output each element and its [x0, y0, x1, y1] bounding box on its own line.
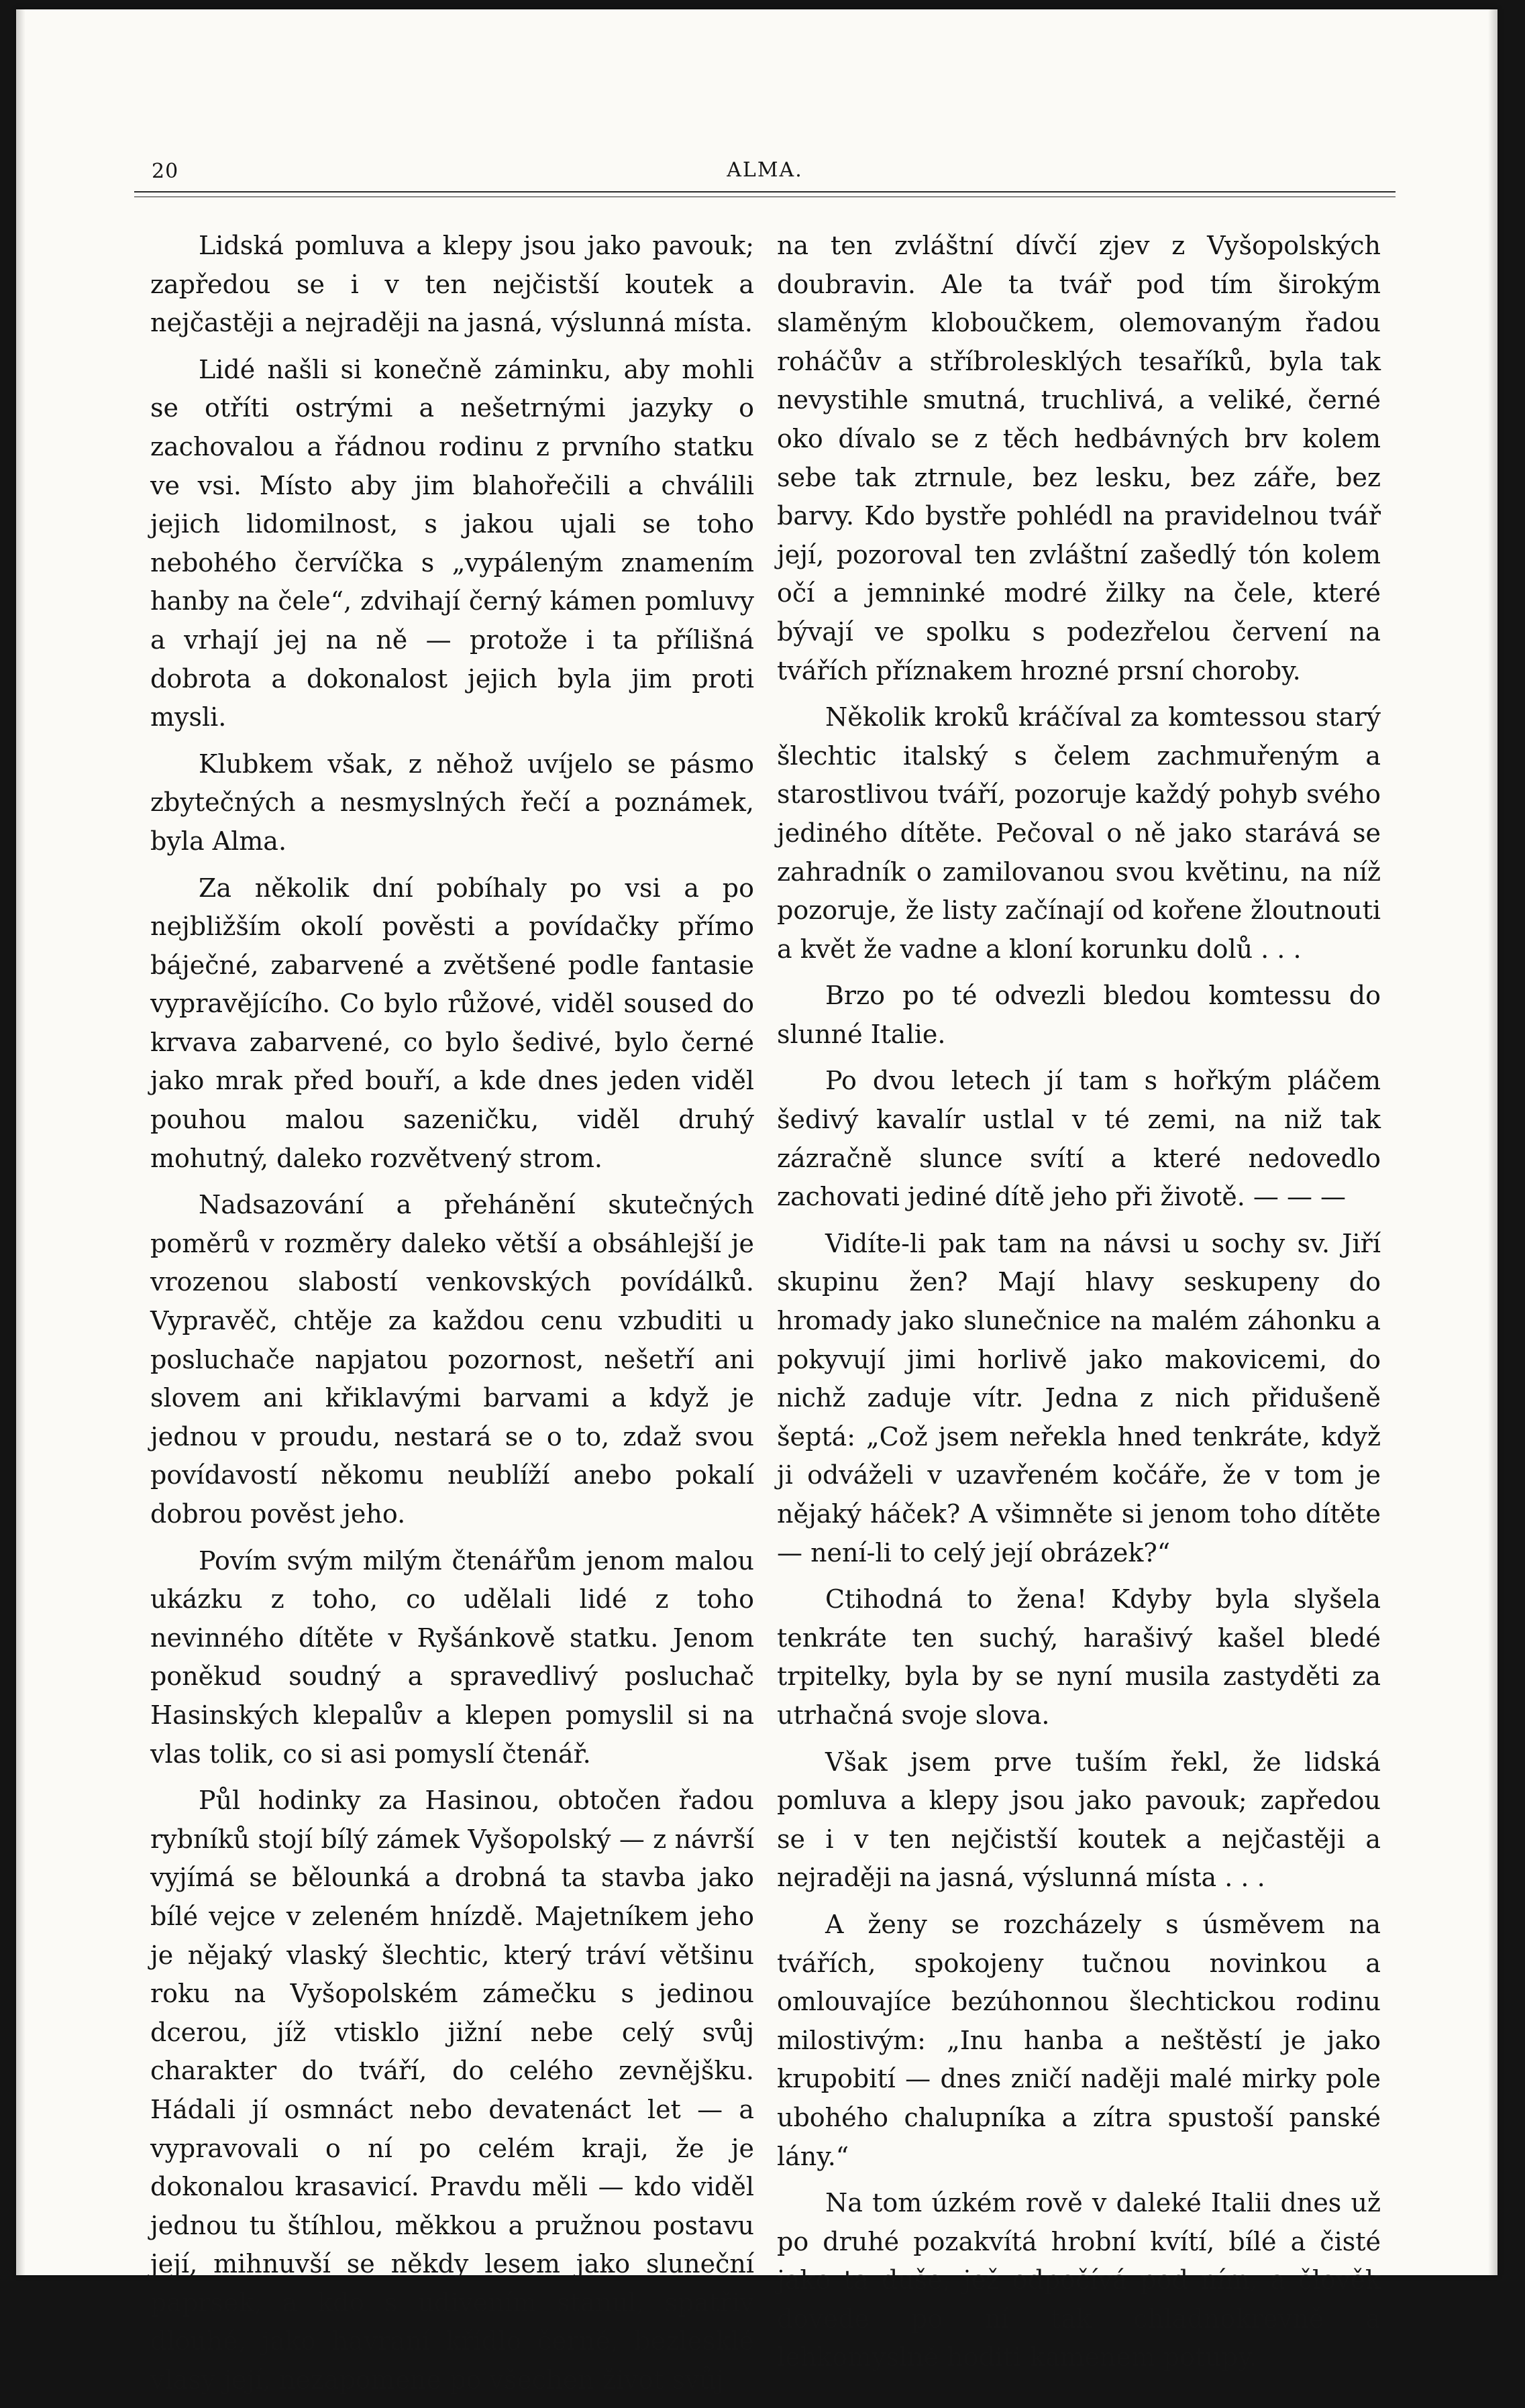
paragraph-continued: na ten zvláštní dívčí zjev z Vyšopolských doubravin. Ale ta tvář pod tím širokým slaměným kloboučkem, olemovaným řadou roháčův a stříbrolesklých tesaříků, byla tak nevystihle smutná, truchlivá, a veliké, černé oko dívalo se z těch hedbávných brv kolem sebe tak ztrnule, bez lesku, bez záře, bez barvy. Kdo bystře pohlédl na pravidelnou tvář její, pozoroval ten zvláštní zašedlý tón kolem očí a jemninké modré žilky na čele, které bývají ve spolku s podezřelou červení na tvářích příznakem hrozné prsní choroby. — [777, 231, 1381, 686]
paragraph: Po dvou letech jí tam s hořkým pláčem šedivý kavalír ustlal v té zemi, na niž tak zázračně slunce svítí a které nedovedlo zachovati jediné dítě jeho při životě. — — — — [777, 1066, 1381, 1212]
paragraph: Lidská pomluva a klepy jsou jako pavouk; zapředou se i v ten nejčistší koutek a nejčastěji a nejraději na jasná, výslunná místa. — [150, 231, 754, 338]
paragraph: Ctihodná to žena! Kdyby byla slyšela tenkráte ten suchý, harašivý kašel bledé trpitelky, byla by se nyní musila zastyděti za utrhačná svoje slova. — [777, 1584, 1381, 1730]
paragraph: Vidíte-li pak tam na návsi u sochy sv. Jiří skupinu žen? Mají hlavy seskupeny do hromady jako slunečnice na malém záhonku a pokyvují jimi horlivě jako makovicemi, do nichž zaduje vítr. Jedna z nich přidušeně šeptá: „Což jsem neřekla hned tenkráte, když ji odváželi v uzavřeném kočáře, že v tom je nějaký háček? A všimněte si jenom toho dítěte — není-li to celý její obrázek?“ — [777, 1228, 1381, 1568]
paragraph: A ženy se rozcházely s úsměvem na tvářích, spokojeny tučnou novinkou a omlouvajíce bezúhonnou šlechtickou rodinu milostivým: „Inu hanba a neštěstí je jako krupobití — dnes zničí naději malé mirky pole ubohého chalupníka a zítra spustoší panské lány.“ — [777, 1909, 1381, 2171]
page-number: 20 — [152, 160, 179, 183]
paragraph: Na tom úzkém rově v daleké Italii dnes už po druhé pozakvítá hrobní kvítí, bílé a čisté jako ta duše, jež odpočívá pod ním, a člověk dovede po ní tak chladnokrevně a lehkomyslně hoditi kamenem potupy. — [777, 2188, 1381, 2372]
paragraph: Však jsem prve tuším řekl, že lidská pomluva a klepy jsou jako pavouk; zapředou se i v ten nejčistší koutek a nejčastěji a nejraději na jasná, výslunná místa . . . — [777, 1747, 1381, 1893]
paragraph: Za několik dní pobíhaly po vsi a po nejbližším okolí pověsti a povídačky přímo báječné, zabarvené a zvětšené podle fantasie vypravějícího. Co bylo růžové, viděl soused do krvava zabarvené, co bylo šedivé, bylo černé jako mrak před bouří, a kde dnes jeden viděl pouhou malou sazeničku, viděl druhý mohutný, daleko rozvětvený strom. — [150, 873, 754, 1173]
paragraph: Několik kroků kráčíval za komtessou starý šlechtic italský s čelem zachmuřeným a starostlivou tváří, pozoruje každý pohyb svého jediného dítěte. Pečoval o ně jako starává se zahradník o zamilovanou svou květinu, na níž pozoruje, že listy začínají od kořene žloutnouti a květ že vadne a kloní korunku dolů . . . — [777, 702, 1381, 964]
left-column — [150, 227, 754, 2408]
page-edge-shadow-left — [16, 9, 25, 2275]
page-header — [134, 156, 1396, 189]
running-title: ALMA. — [727, 158, 803, 182]
paragraph: Půl hodinky za Hasinou, obtočen řadou rybníků stojí bílý zámek Vyšopolský — z návrší vyjímá se bělounká a drobná ta stavba jako bílé vejce v zeleném hnízdě. Majetníkem jeho je nějaký vlaský šlechtic, který tráví většinu roku na Vyšopolském zámečku s jedinou dcerou, jíž vtisklo jižní nebe celý svůj charakter do tváří, do celého zevnějšku. Hádali jí osmnáct nebo devatenáct let — a vypravovali o ní po celém kraji, že je dokonalou krasavicí. Pravdu měli — kdo viděl jednou tu štíhlou, měkkou a pružnou postavu její, mihnuvší se někdy lesem jako sluneční paprsek, a kdo s udivením stanul, spatřiv dlouhé, jako havraní křídlo černé, bezlesklé vlasy její, nezapomene po všechen život svůj — [150, 1786, 754, 2395]
page-edge-shadow-right — [1488, 9, 1497, 2275]
header-rule — [134, 191, 1396, 193]
paragraph: Nadsazování a přehánění skutečných poměrů v rozměry daleko větší a obsáhlejší je vrozenou slabostí venkovských povídálků. Vypravěč, chtěje za každou cenu vzbuditi u posluchače napjatou pozornost, nešetří ani slovem ani křiklavými barvami a když je jednou v proudu, nestará se o to, zdaž svou povídavostí někomu neublíží anebo pokalí dobrou pověst jeho. — [150, 1190, 754, 1529]
paragraph: Brzo po té odvezli bledou komtessu do slunné Italie. — [777, 981, 1381, 1049]
right-column — [777, 227, 1381, 2385]
paragraph: Klubkem však, z něhož uvíjelo se pásmo zbytečných a nesmyslných řečí a poznámek, byla Alma. — [150, 749, 754, 856]
paragraph: Lidé našli si konečně záminku, aby mohli se otříti ostrými a nešetrnými jazyky o zachovalou a řádnou rodinu z prvního statku ve vsi. Místo aby jim blahořečili a chválili jejich lidomilnost, s jakou ujali se toho nebohého červíčka s „vypáleným znamením hanby na čele“, zdvihají černý kámen pomluvy a vrhají jej na ně — protože i ta přílišná dobrota a dokonalost jejich byla jim proti mysli. — [150, 354, 754, 732]
paragraph: Povím svým milým čtenářům jenom malou ukázku z toho, co udělali lidé z toho nevinného dítěte v Ryšánkově statku. Jenom poněkud soudný a spravedlivý posluchač Hasinských klepalův a klepen pomyslil si na vlas tolik, co si asi pomyslí čtenář. — [150, 1545, 754, 1769]
